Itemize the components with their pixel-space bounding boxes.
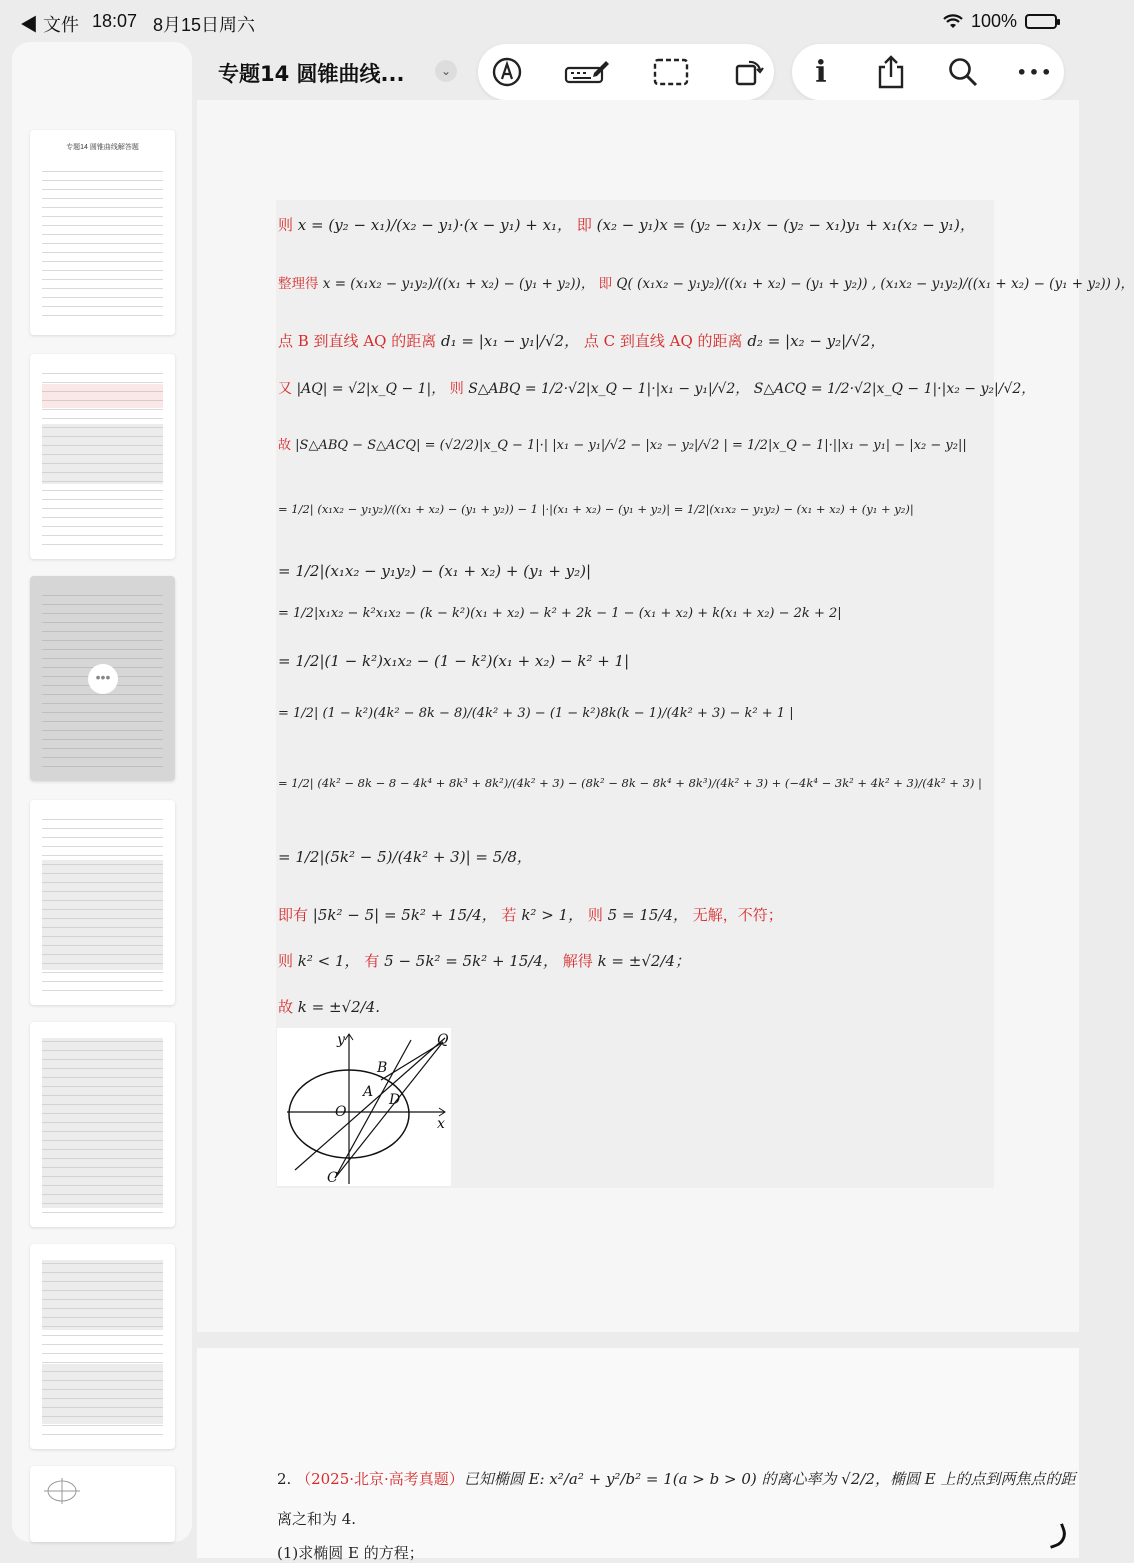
- wifi-icon: [943, 14, 963, 30]
- selection-icon: [653, 58, 689, 86]
- figure-label-a: A: [363, 1084, 374, 1100]
- info-icon: i: [815, 54, 827, 90]
- markup-toolbar: [478, 44, 774, 100]
- question-2-line-1: 2. （2025·北京·高考真题）已知椭圆 E: x²/a² + y²/b² = 1(a > b > 0) 的离心率为 √2/2，椭圆 E 上的点到两焦点的距: [277, 1470, 1076, 1488]
- page-thumbnail-6[interactable]: [30, 1244, 175, 1449]
- actions-toolbar: [792, 44, 1064, 100]
- page-thumbnail-4[interactable]: [30, 800, 175, 1005]
- solution-line-1: 则 x = (y₂ − x₁)/(x₂ − y₁)·(x − y₁) + x₁， 即 (x₂ − y₁)x = (y₂ − x₁)x − (y₂ − x₁)y₁ + x₁(x₂ − y₁)，: [278, 216, 975, 234]
- figure-label-b: B: [377, 1060, 388, 1076]
- page-thumbnail-sidebar: [12, 42, 192, 1542]
- pen-markup-icon: [491, 56, 523, 88]
- figure-label-q: Q: [437, 1032, 449, 1048]
- status-date: 8月15日周六: [153, 15, 256, 35]
- rotate-button[interactable]: [724, 44, 774, 100]
- share-icon: [876, 55, 906, 89]
- solution-line-4: 又 |AQ| = √2|x_Q − 1|， 则 S△ABQ = 1/2·√2|x_Q − 1|·|x₁ − y₁|/√2， S△ACQ = 1/2·√2|x_Q − 1|·|x₂ − y₂|/√2，: [278, 381, 1036, 397]
- page-thumbnail-5[interactable]: [30, 1022, 175, 1227]
- figure-label-y: y: [337, 1032, 345, 1048]
- figure-label-d: D: [389, 1092, 401, 1108]
- page-thumbnail-2[interactable]: [30, 354, 175, 559]
- status-bar: [0, 0, 1079, 42]
- battery-icon: [1025, 14, 1057, 29]
- solution-line-12: = 1/2|(5k² − 5)/(4k² + 3)| = 5/8，: [278, 848, 532, 866]
- status-time: 18:07: [92, 11, 138, 31]
- document-title[interactable]: 专题14 圆锥曲线...: [218, 62, 405, 86]
- search-button[interactable]: [938, 44, 988, 100]
- thumbnail-more-icon[interactable]: •••: [88, 664, 118, 694]
- page-thumbnail-3-current[interactable]: [30, 576, 175, 781]
- page-thumbnail-1[interactable]: [30, 130, 175, 335]
- keyboard-pen-icon: [564, 57, 610, 87]
- page-thumbnail-7[interactable]: [30, 1466, 175, 1542]
- solution-line-6: = 1/2| (x₁x₂ − y₁y₂)/((x₁ + x₂) − (y₁ + y₂)) − 1 |·|(x₁ + x₂) − (y₁ + y₂)| = 1/2|(x₁x₂ − y₁y₂) − (x₁ + x₂) + (y₁ + y₂)|: [278, 502, 914, 516]
- chevron-down-icon[interactable]: ⌄: [435, 60, 457, 82]
- solution-line-5: 故 |S△ABQ − S△ACQ| = (√2/2)|x_Q − 1|·| |x₁ − y₁|/√2 − |x₂ − y₂|/√2 | = 1/2|x_Q − 1|·||x₁ − y₁| − |x₂ − y₂||: [278, 438, 967, 453]
- battery-percent: 100%: [970, 11, 1017, 31]
- ellipse-figure: [277, 1028, 451, 1186]
- question-2-line-3: (1)求椭圆 E 的方程；: [277, 1544, 424, 1562]
- solution-line-8: = 1/2|x₁x₂ − k²x₁x₂ − (k − k²)(x₁ + x₂) − k² + 2k − 1 − (x₁ + x₂) + k(x₁ + x₂) − 2k + 2|: [278, 606, 842, 621]
- solution-line-14: 则 k² < 1， 有 5 − 5k² = 5k² + 15/4， 解得 k = ±√2/4；: [278, 952, 691, 970]
- selection-button[interactable]: [646, 44, 696, 100]
- solution-line-2: 整理得 x = (x₁x₂ − y₁y₂)/((x₁ + x₂) − (y₁ + y₂))， 即 Q( (x₁x₂ − y₁y₂)/((x₁ + x₂) − (y₁ + y₂)) , (x₁x₂ − y₁y₂)/((x₁ + x₂) − (y₁ + y₂)) )，: [278, 276, 1134, 292]
- keyboard-pen-button[interactable]: [562, 44, 612, 100]
- thumbnail-title: 专题14 圆锥曲线解答题: [66, 144, 139, 151]
- more-icon: •••: [1016, 62, 1054, 82]
- solution-line-7: = 1/2|(x₁x₂ − y₁y₂) − (x₁ + x₂) + (y₁ + y₂)|: [278, 562, 592, 580]
- back-to-files-link[interactable]: ◀ 文件: [20, 15, 80, 35]
- info-button[interactable]: [796, 44, 846, 100]
- status-right: [943, 11, 1057, 32]
- solution-line-11: = 1/2| (4k² − 8k − 8 − 4k⁴ + 8k³ + 8k²)/(4k² + 3) − (8k² − 8k − 8k⁴ + 8k³)/(4k² + 3) + (−4k⁴ − 3k² + 4k² + 3)/(4k² + 3) |: [278, 776, 982, 790]
- solution-line-15: 故 k = ±√2/4.: [278, 998, 381, 1016]
- figure-label-c: C: [327, 1170, 338, 1186]
- search-icon: [948, 57, 978, 87]
- solution-line-9: = 1/2|(1 − k²)x₁x₂ − (1 − k²)(x₁ + x₂) − k² + 1|: [278, 652, 630, 670]
- solution-line-3: 点 B 到直线 AQ 的距离 d₁ = |x₁ − y₁|/√2， 点 C 到直线 AQ 的距离 d₂ = |x₂ − y₂|/√2，: [278, 332, 886, 350]
- share-button[interactable]: [866, 44, 916, 100]
- question-2-line-2: 离之和为 4.: [277, 1510, 357, 1528]
- pen-markup-button[interactable]: [482, 44, 532, 100]
- figure-label-x: x: [437, 1116, 445, 1132]
- more-button[interactable]: [1010, 44, 1060, 100]
- solution-line-13: 即有 |5k² − 5| = 5k² + 15/4， 若 k² > 1， 则 5 = 15/4， 无解，不符；: [278, 906, 783, 924]
- figure-label-o: O: [335, 1104, 347, 1120]
- solution-line-10: = 1/2| (1 − k²)(4k² − 8k − 8)/(4k² + 3) − (1 − k²)8k(k − 1)/(4k² + 3) − k² + 1 |: [278, 706, 794, 721]
- rotate-icon: [733, 56, 765, 88]
